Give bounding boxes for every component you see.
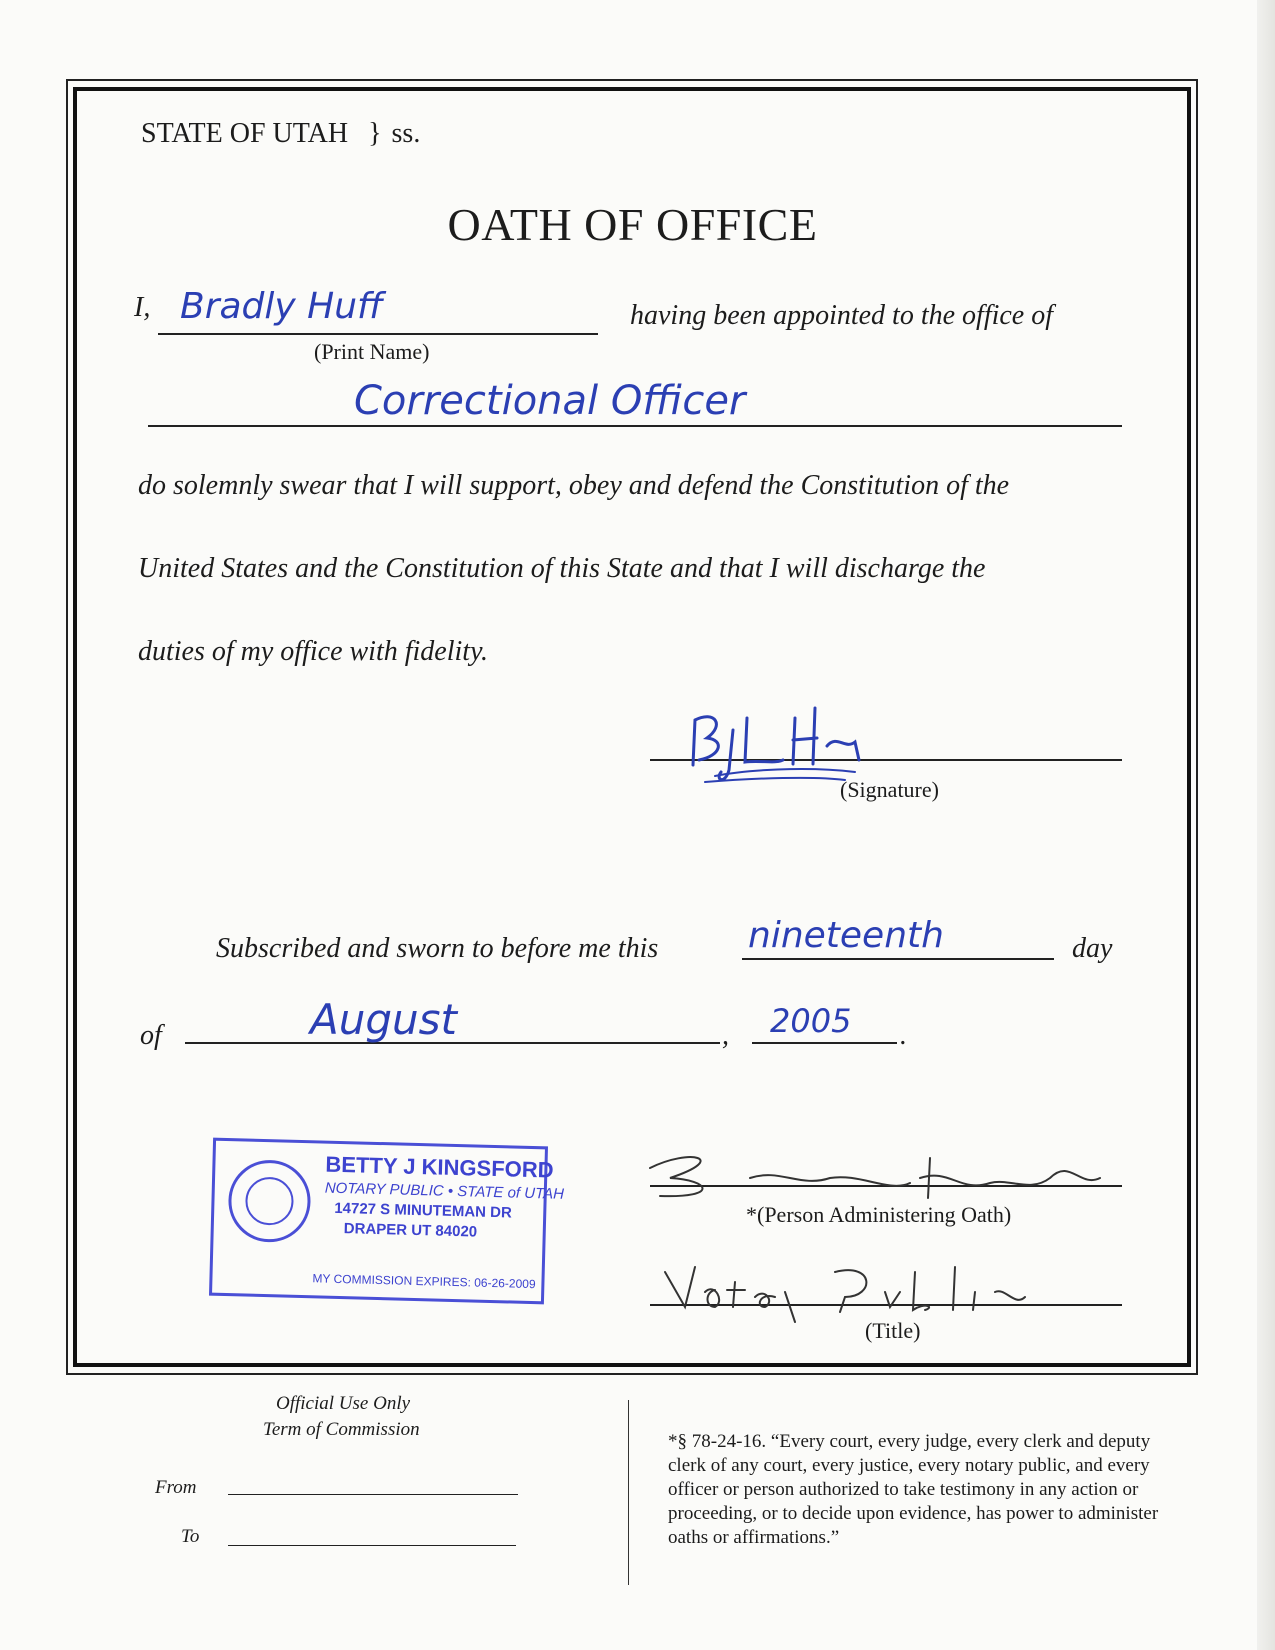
ss-label: ss. [391,118,421,149]
footer-divider [628,1400,629,1585]
title-caption: (Title) [865,1318,921,1343]
stamp-line-2: NOTARY PUBLIC • STATE of UTAH [324,1179,565,1203]
appointed-text: having been appointed to the office of [630,300,1054,331]
comma: , [722,1020,729,1051]
i-prefix: I, [134,292,151,323]
name-underline [158,333,598,335]
oath-body-line-1: do solemnly swear that I will support, obey and defend the Constitution of the [138,470,1010,501]
from-label: From [155,1477,197,1498]
term-label: Term of Commission [263,1419,420,1440]
notary-stamp [209,1138,565,1305]
handwritten-name: Bradly Huff [180,286,384,327]
to-label: To [181,1526,200,1547]
venue-line [141,118,420,150]
handwritten-year: 2005 [770,1002,852,1040]
official-use-label: Official Use Only [276,1393,411,1414]
office-underline [148,425,1122,427]
to-underline [228,1545,516,1546]
period: . [900,1020,907,1051]
handwritten-day: nineteenth [748,915,944,956]
stamp-commission-expiry: MY COMMISSION EXPIRES: 06-26-2009 [312,1271,536,1292]
signature-caption: (Signature) [840,777,939,802]
state-seal-icon [227,1159,311,1243]
oath-body-line-2: United States and the Constitution of this State and that I will discharge the [138,553,986,584]
document-title: OATH OF OFFICE [447,199,818,250]
of-label: of [140,1020,162,1051]
stamp-notary-name: BETTY J KINGSFORD [325,1151,554,1183]
year-underline [752,1042,897,1044]
oath-body-line-3: duties of my office with fidelity. [138,636,488,667]
state-name: STATE OF UTAH [141,118,349,149]
title-handwritten [655,1252,1035,1327]
day-label: day [1072,933,1113,964]
handwritten-office: Correctional Officer [354,378,746,424]
administrator-caption: *(Person Administering Oath) [746,1202,1012,1227]
day-underline [742,958,1054,960]
stamp-city: DRAPER UT 84020 [343,1220,478,1241]
handwritten-month: August [310,995,457,1044]
stamp-address: 14727 S MINUTEMAN DR [334,1199,513,1222]
print-name-caption: (Print Name) [314,339,430,364]
brace: } [368,118,382,149]
from-underline [228,1494,518,1495]
statute-note: *§ 78-24-16. “Every court, every judge, every clerk and deputy clerk of any court, every justice, every notary public, and every officer or person authorized to take testimony in any action or proceeding, or to decide upon evidence, has power to administer oaths or affirmations.” [668,1431,1159,1548]
sworn-text: Subscribed and sworn to before me this [216,933,659,964]
